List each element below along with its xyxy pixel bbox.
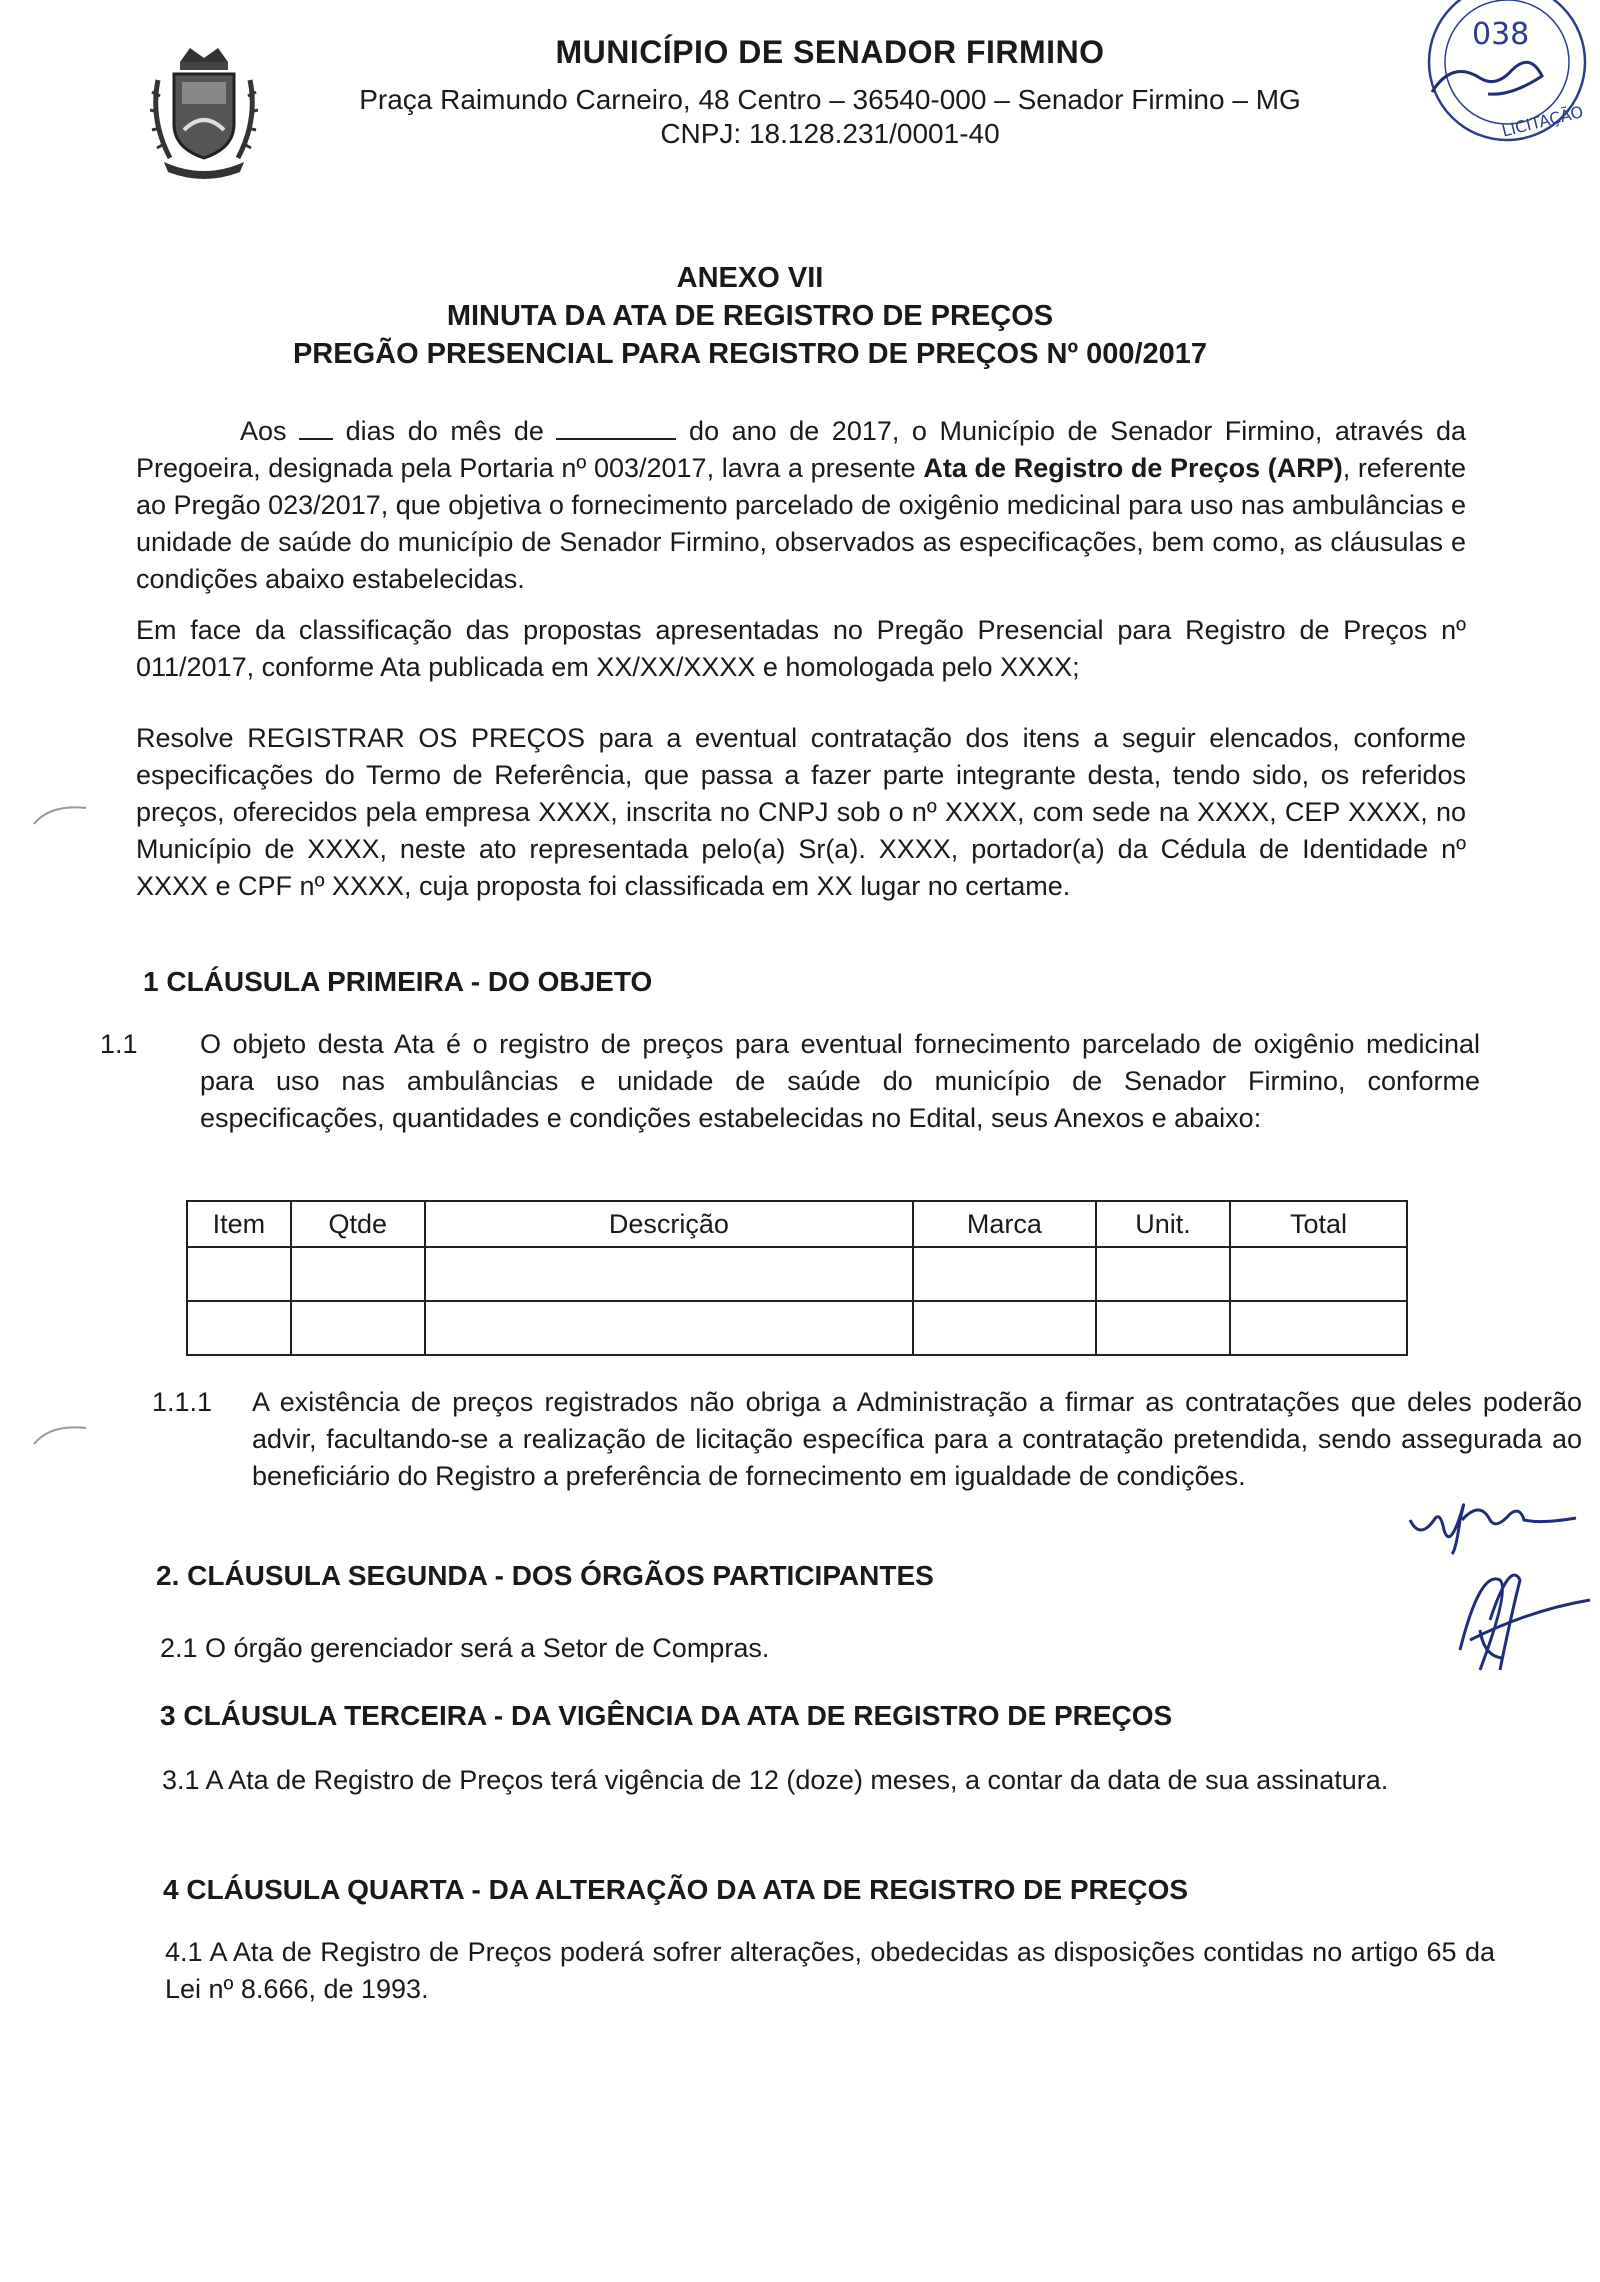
municipality-cnpj: CNPJ: 18.128.231/0001-40 [660,118,1000,149]
table-cell [187,1247,291,1301]
intro-paragraph [136,412,1466,598]
annex-title: ANEXO VII [676,262,824,294]
table-row [187,1301,1407,1355]
clause4-heading: 4 CLÁUSULA QUARTA - DA ALTERAÇÃO DA ATA DE REGISTRO DE PREÇOS [163,1874,1189,1905]
resolve-paragraph: Resolve REGISTRAR OS PREÇOS para a eventual contratação dos itens a seguir elencados, conforme especificações do Termo de Referência, que passa a fazer parte integrante desta, tendo sido, os referidos preços, oferecidos pela empresa XXXX, inscrita no CNPJ sob o nº XXXX, com sede na XXXX, CEP XXXX, no Município de XXXX, neste ato representada pelo(a) Sr(a). XXXX, portador(a) da Cédula de Identidade nº XXXX e CPF nº XXXX, cuja proposta foi classificada em XX lugar no certame. [136,723,1466,901]
table-header-row [187,1201,1407,1247]
table-cell [425,1301,913,1355]
intro-bold: Ata de Registro de Preços (ARP) [923,453,1343,483]
pregao-title: PREGÃO PRESENCIAL PARA REGISTRO DE PREÇOS Nº 000/2017 [292,338,1208,370]
classification-paragraph: Em face da classificação das propostas apresentadas no Pregão Presencial para Registro de Preços nº 011/2017, conforme Ata publicada em XX/XX/XXXX e homologada pelo XXXX; [136,615,1466,682]
clause4-text: 4.1 A Ata de Registro de Preços poderá sofrer alterações, obedecidas as disposições contidas no artigo 65 da Lei nº 8.666, de 1993. [165,1937,1495,2004]
clause1-heading: 1 CLÁUSULA PRIMEIRA - DO OBJETO [143,966,653,997]
margin-mark-icon [30,800,90,830]
table-row [187,1247,1407,1301]
col-total: Total [1230,1201,1407,1247]
clause1-item-text: O objeto desta Ata é o registro de preços para eventual fornecimento parcelado de oxigênio medicinal para uso nas ambulâncias e unidade de saúde do município de Senador Firmino, conforme especificações, quantidades e condições estabelecidas no Edital, seus Anexos e abaixo: [200,1029,1480,1133]
clause3-heading: 3 CLÁUSULA TERCEIRA - DA VIGÊNCIA DA ATA DE REGISTRO DE PREÇOS [160,1700,1173,1731]
table-cell [187,1301,291,1355]
col-descricao: Descrição [425,1201,913,1247]
table-cell [291,1301,425,1355]
intro-text-c: do ano de 2017, o Município de Senador Firmino, através da Pregoeira, designada pela Portaria nº 003/2017, lavra a presente [136,416,1466,483]
clause2-text: 2.1 O órgão gerenciador será a Setor de Compras. [160,1633,770,1663]
clause1-subitem [152,1384,1582,1495]
table-cell [425,1247,913,1301]
clause1-subitem-text: A existência de preços registrados não obriga a Administração a firmar as contratações que deles poderão advir, facultando-se a realização de licitação específica para a contratação pretendida, sendo assegurada ao beneficiário do Registro a preferência de fornecimento em igualdade de condições. [252,1387,1582,1491]
month-blank [556,412,676,440]
clause1-item-number: 1.1 [100,1029,138,1059]
col-item: Item [187,1201,291,1247]
intro-text-b: dias do mês de [345,416,544,446]
signature-initials-icon [1400,1480,1600,1560]
day-blank [299,412,333,440]
minuta-title: MINUTA DA ATA DE REGISTRO DE PREÇOS [446,300,1054,332]
table-cell [291,1247,425,1301]
protocol-stamp-icon [1392,0,1592,150]
intro-text-a: Aos [240,416,287,446]
table-cell [1230,1247,1407,1301]
stamp-number: 038 [1472,17,1530,52]
signature-rubric-icon [1440,1560,1600,1680]
clause3-text: 3.1 A Ata de Registro de Preços terá vigência de 12 (doze) meses, a contar da data de sua assinatura. [162,1765,1389,1795]
col-qtde: Qtde [291,1201,425,1247]
items-table [186,1200,1408,1356]
table-cell [1096,1301,1230,1355]
clause1-item [100,1026,1480,1137]
table-cell [1096,1247,1230,1301]
clause1-subitem-number: 1.1.1 [152,1387,213,1417]
municipality-address: Praça Raimundo Carneiro, 48 Centro – 36540-000 – Senador Firmino – MG [359,84,1301,115]
municipality-name: MUNICÍPIO DE SENADOR FIRMINO [555,34,1105,70]
margin-mark-icon [30,1420,90,1450]
coat-of-arms-icon [150,40,258,180]
stamp-label: LICITAÇÃO [1499,102,1586,141]
table-cell [913,1247,1096,1301]
col-marca: Marca [913,1201,1096,1247]
table-cell [1230,1301,1407,1355]
intro-text-d: , referente ao Pregão 023/2017, que objetiva o fornecimento parcelado de oxigênio medicinal para uso nas ambulâncias e unidade de saúde do município de Senador Firmino, observados as especificações, bem como, as cláusulas e condições abaixo estabelecidas. [136,453,1466,594]
col-unit: Unit. [1096,1201,1230,1247]
clause2-heading: 2. CLÁUSULA SEGUNDA - DOS ÓRGÃOS PARTICIPANTES [156,1560,934,1591]
table-cell [913,1301,1096,1355]
